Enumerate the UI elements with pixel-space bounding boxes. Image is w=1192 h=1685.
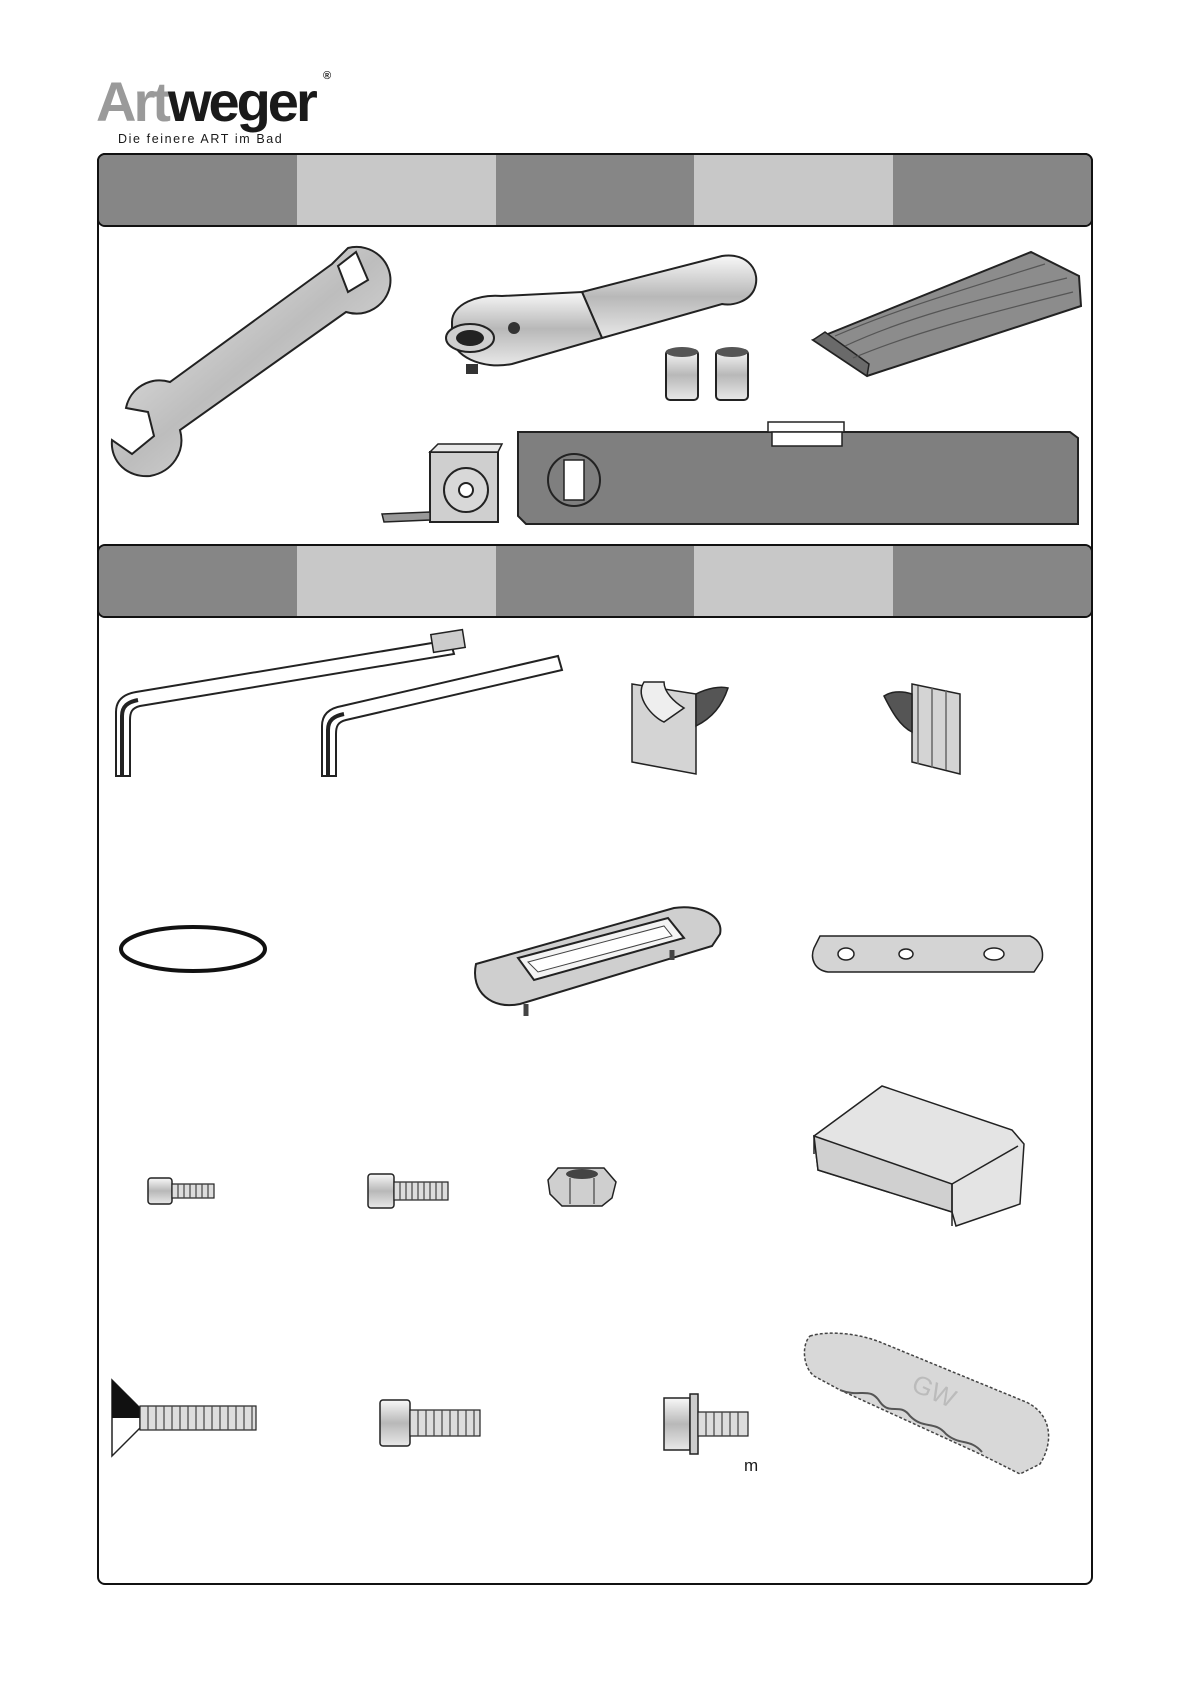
registered-mark: ® [323,70,332,82]
profile-cap-icon [800,1330,1054,1476]
wall-clip-right-icon [882,678,978,778]
o-ring-icon [118,924,270,976]
hex-keys-icon [110,636,570,782]
logo-weger-text: weger [167,70,315,133]
band-segment [297,155,495,225]
logo-art-text: Art [96,70,168,133]
spirit-level-icon [514,430,1079,526]
svg-text:GW: GW [907,1368,961,1414]
wall-clip-left-icon [624,678,730,778]
band-segment [99,155,297,225]
band-segment [496,546,694,616]
band-segment [496,155,694,225]
artweger-logo [96,66,346,146]
flange-bolt-unit-label: m [744,1456,759,1475]
mounting-plate-icon [808,932,1046,978]
open-end-wrench-icon [110,240,400,480]
tools-header-band [97,153,1093,227]
cover-cap-icon [806,1080,1030,1230]
wooden-wedge-icon [805,248,1085,380]
countersunk-screw-icon [110,1378,260,1458]
logo-wordmark [96,66,315,138]
flange-bolt-icon [660,1392,752,1456]
tape-measure-icon [380,450,502,530]
screw-short-icon [146,1176,218,1208]
parts-header-band [97,544,1093,618]
band-segment [893,546,1091,616]
cap-screw-icon [378,1398,484,1450]
band-segment [893,155,1091,225]
band-segment [99,546,297,616]
band-segment [694,155,892,225]
band-segment [694,546,892,616]
hex-nut-icon [546,1164,618,1210]
screw-medium-icon [366,1172,452,1212]
band-segment [297,546,495,616]
logo-tagline: Die feinere ART im Bad [118,132,284,146]
sockets-icon [660,344,755,406]
handle-plate-icon [468,900,728,1016]
